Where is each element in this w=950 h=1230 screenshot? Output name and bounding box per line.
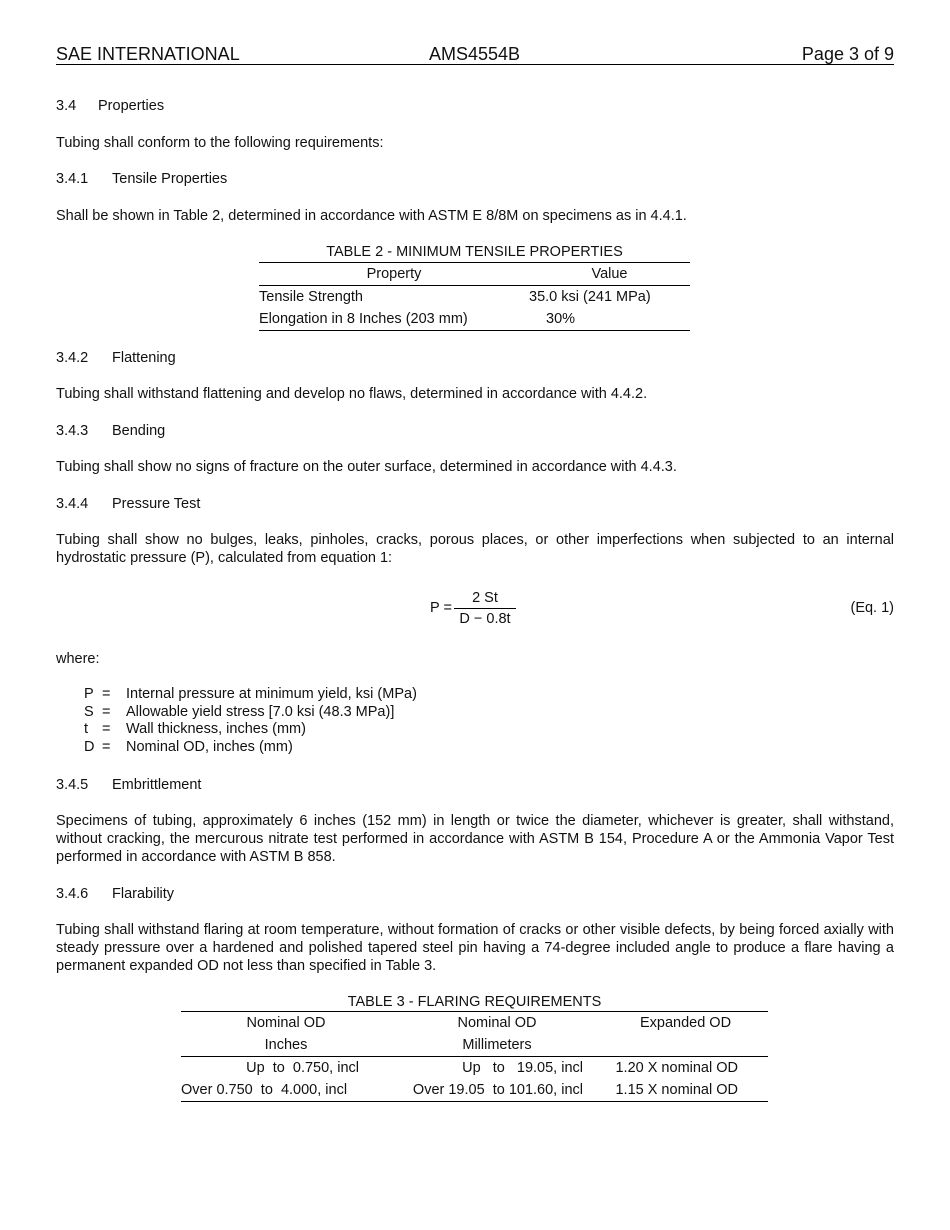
section-title: Pressure Test [112,496,201,512]
header-doc-number: AMS4554B [429,44,521,64]
equals-sign: = [102,721,111,737]
table-row [259,308,690,331]
section-number: 3.4.4 [56,496,89,512]
table-cell: 30% [546,311,576,327]
section-title: Flattening [112,350,176,366]
section-title: Bending [112,423,166,439]
section-3-4-6-text: Tubing shall withstand flaring at room temperature, without formation of cracks or other visible defects, by being forced axially with steady pressure over a hardened and polished tapered steel pin having a 74-degree included angle to produce a flare having a permanent expanded OD not less than specified in Table 3. [56,922,894,974]
table-3-header-empty [603,1034,768,1057]
table-cell: 1.20 X nominal OD [615,1060,738,1076]
table-2-header-property: Property [366,266,422,282]
list-item [84,721,417,739]
list-item [84,739,417,757]
header-page-number: Page 3 of 9 [801,44,894,64]
section-number: 3.4.2 [56,350,89,366]
table-2-header-value: Value [591,266,628,282]
section-3-4-2-heading [56,349,894,367]
table-cell: Over 0.750 to 4.000, incl [181,1082,348,1098]
section-3-4-4-text: Tubing shall show no bulges, leaks, pinholes, cracks, porous places, or other imperfections when subjected to an internal hydrostatic pressure (P), calculated from equation 1: [56,532,894,566]
where-label: where: [56,651,100,667]
section-number: 3.4.6 [56,886,89,902]
table-cell: 35.0 ksi (241 MPa) [529,289,651,305]
section-3-4-5-text: Specimens of tubing, approximately 6 inches (152 mm) in length or twice the diameter, whichever is greater, shall withstand, without cracking, the mercurous nitrate test performed in accordance with ASTM B 154, Procedure A or the Ammonia Vapor Test performed in accordance with ASTM B 858. [56,813,894,865]
section-3-4-3-text: Tubing shall show no signs of fracture on the outer surface, determined in accordance with 4.4.3. [56,459,677,475]
equation-numerator: 2 St [454,588,516,609]
table-cell: Up to 0.750, incl [246,1060,359,1076]
variable-symbol: P [84,686,94,702]
table-3-caption: TABLE 3 - FLARING REQUIREMENTS [347,994,602,1010]
equation-fraction [454,588,516,629]
equation-denominator: D − 0.8t [459,611,511,627]
variable-description: Nominal OD, inches (mm) [126,738,293,755]
list-item [84,686,417,704]
table-2-caption: TABLE 2 - MINIMUM TENSILE PROPERTIES [326,244,623,260]
equals-sign: = [102,703,111,720]
header-org: SAE INTERNATIONAL [56,44,240,64]
section-number: 3.4.3 [56,423,89,439]
section-title: Flarability [112,886,175,902]
table-2 [259,243,690,331]
equation-1 [56,588,894,632]
section-3-4-2-text: Tubing shall withstand flattening and develop no flaws, determined in accordance with 4.4.2. [56,386,648,402]
table-cell: Elongation in 8 Inches (203 mm) [259,311,468,327]
section-3-4-heading [56,97,894,115]
table-cell: Over 19.05 to 101.60, incl [412,1082,583,1098]
table-3-header-inches: Inches [264,1037,308,1053]
variable-symbol: S [84,703,94,720]
section-3-4-3-heading [56,422,894,440]
section-title: Tensile Properties [112,171,228,187]
section-number: 3.4 [56,98,77,114]
section-3-4-text: Tubing shall conform to the following requirements: [56,135,384,151]
section-3-4-6-heading [56,885,894,903]
table-cell: Up to 19.05, incl [462,1060,583,1076]
variable-description: Allowable yield stress [7.0 ksi (48.3 MPa)] [126,703,395,720]
page-header [56,44,894,65]
section-number: 3.4.1 [56,171,89,187]
equals-sign: = [102,738,111,755]
list-item [84,704,417,722]
section-title: Embrittlement [112,777,202,793]
variable-symbol: t [84,721,89,737]
table-cell: Tensile Strength [259,289,363,305]
variable-description: Wall thickness, inches (mm) [126,721,306,737]
table-row [181,1057,768,1080]
section-3-4-5-heading [56,776,894,794]
table-3-header-nominal-od-in: Nominal OD [246,1015,326,1031]
table-3 [181,994,768,1102]
table-row [259,286,690,309]
table-row [181,1079,768,1102]
table-3-header-millimeters: Millimeters [462,1037,532,1053]
table-3-header-expanded-od: Expanded OD [639,1015,732,1031]
table-3-header-nominal-od-mm: Nominal OD [457,1015,537,1031]
section-3-4-4-heading [56,495,894,513]
equation-tag: (Eq. 1) [850,600,894,616]
equals-sign: = [102,686,111,702]
variable-description: Internal pressure at minimum yield, ksi (MPa) [126,686,417,702]
section-number: 3.4.5 [56,777,89,793]
section-title: Properties [98,98,165,114]
variable-definitions [84,686,417,756]
variable-symbol: D [84,738,95,755]
section-3-4-1-heading [56,170,894,188]
table-cell: 1.15 X nominal OD [615,1082,738,1098]
equation-lhs: P = [430,600,452,616]
section-3-4-1-text: Shall be shown in Table 2, determined in accordance with ASTM E 8/8M on specimens as in 4.4.1. [56,208,687,224]
